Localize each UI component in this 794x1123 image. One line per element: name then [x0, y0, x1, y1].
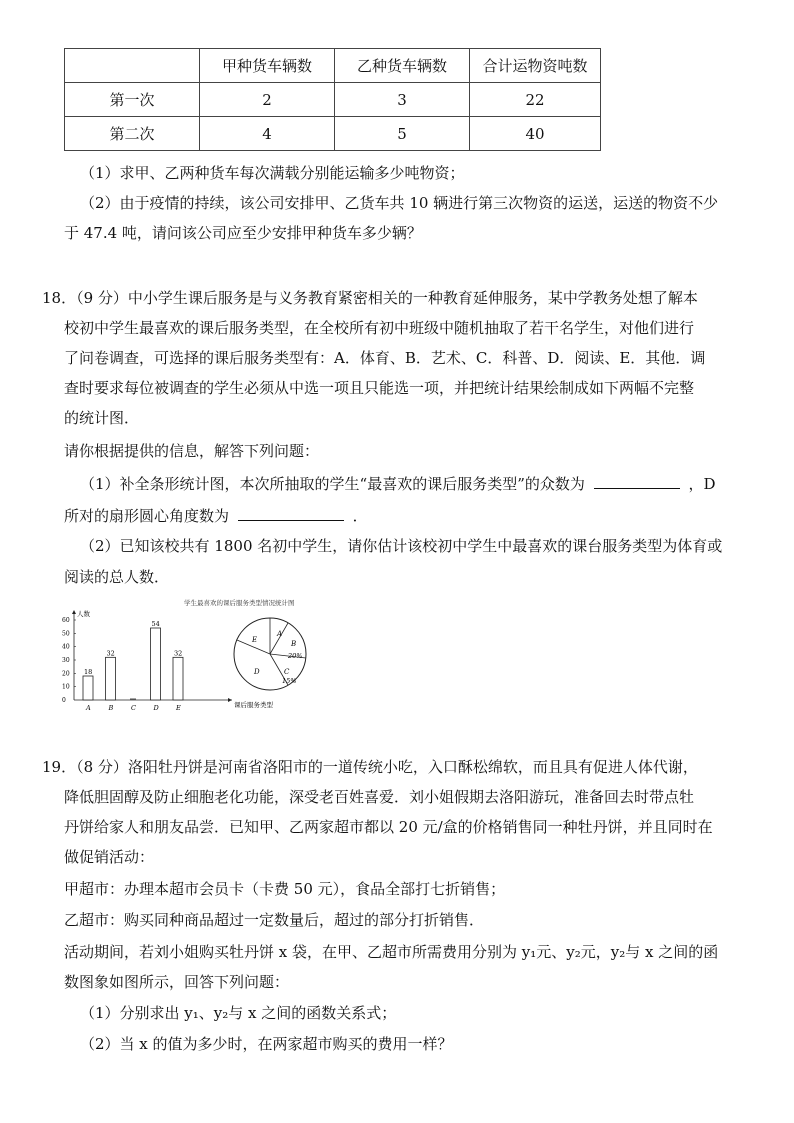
- q18-line2: 校初中学生最喜欢的课后服务类型，在全校所有初中班级中随机抽取了若干名学生，对他们进行: [64, 319, 695, 337]
- table-cell: 22: [470, 83, 601, 117]
- table-header-cell: 合计运物资吨数: [470, 49, 601, 83]
- y-tick-label: 40: [62, 643, 70, 651]
- data-label: 32: [106, 649, 115, 658]
- x-tick-label: C: [131, 704, 136, 712]
- q19-part1: （1）分别求出 y₁、y₂与 x 之间的函数关系式；: [80, 1004, 397, 1022]
- q19-line6: 乙超市：购买同种商品超过一定数量后，超过的部分打折销售．: [64, 911, 485, 929]
- table-cell: 5: [335, 117, 470, 151]
- answer-blank-angle[interactable]: [238, 504, 344, 521]
- bar-e: [173, 657, 183, 700]
- x-axis-arrow: [228, 698, 232, 702]
- table-cell: 2: [200, 83, 335, 117]
- table-header-cell: 甲种货车辆数: [200, 49, 335, 83]
- q19-line1: 19．（8 分）洛阳牡丹饼是河南省洛阳市的一道传统小吃，入口酥松绵软，而且具有促进人体代谢，: [42, 758, 698, 776]
- q17-part1: （1）求甲、乙两种货车每次满载分别能运输多少吨物资；: [80, 164, 465, 182]
- y-axis-label: 人数: [77, 610, 90, 618]
- data-label: 54: [151, 620, 160, 628]
- y-tick-label: 20: [62, 670, 70, 678]
- table-header-cell: 乙种货车辆数: [335, 49, 470, 83]
- bar-d: [151, 628, 161, 700]
- table-header-row: [65, 49, 601, 83]
- q17-part2-line1: （2）由于疫情的持续，该公司安排甲、乙货车共 10 辆进行第三次物资的运送，运送的物资不少: [80, 194, 719, 212]
- table-cell: 第二次: [65, 117, 200, 151]
- table-cell: 3: [335, 83, 470, 117]
- q18-line6: 请你根据提供的信息，解答下列问题：: [64, 442, 320, 460]
- table-cell: 40: [470, 117, 601, 151]
- pie-label-a: A: [277, 630, 283, 638]
- y-tick-label: 60: [62, 617, 70, 624]
- q19-line5: 甲超市：办理本超市会员卡（卡费 50 元），食品全部打七折销售；: [64, 880, 506, 898]
- figure-title: 学生最喜欢的课后服务类型情况统计图: [184, 599, 295, 607]
- q18-line8-tail: ．: [352, 507, 368, 525]
- pie-pct-b: 20%: [288, 652, 303, 660]
- q19-line2: 降低胆固醇及防止细胞老化功能，深受老百姓喜爱．刘小姐假期去洛阳游玩，准备回去时带点牡: [64, 788, 695, 806]
- q19-line3: 丹饼给家人和朋友品尝．已知甲、乙两家超市都以 20 元/盒的价格销售同一种牡丹饼，并且同时在: [64, 818, 713, 836]
- q18-line9: （2）已知该校共有 1800 名初中学生，请你估计该校初中学生中最喜欢的课台服务类型为体育或: [80, 537, 723, 555]
- pie-label-e: E: [252, 636, 258, 644]
- q18-line7: [80, 472, 715, 494]
- answer-blank-mode[interactable]: [594, 472, 680, 489]
- x-tick-label: B: [108, 704, 114, 712]
- q18-line7-tail: ，D: [688, 475, 716, 493]
- table-row: [65, 83, 601, 117]
- q18-line3: 了问卷调查，可选择的课后服务类型有：A．体育、B．艺术、C．科普、D．阅读、E．其他．调: [64, 349, 706, 367]
- x-tick-label: A: [86, 704, 91, 712]
- x-axis-label: 课后服务类型: [234, 701, 273, 709]
- data-label: 32: [174, 649, 183, 658]
- y-axis-arrow: [72, 610, 76, 614]
- q18-line8-text: 所对的扇形圆心角度数为: [64, 507, 230, 525]
- y-tick-label: 10: [62, 683, 70, 691]
- pie-chart: [232, 612, 312, 696]
- y-tick-label: 30: [62, 657, 70, 664]
- q18-line4: 查时要求每位被调查的学生必须从中选一项且只能选一项，并把统计结果绘制成如下两幅不完整: [64, 379, 695, 397]
- q18-line1: 18．（9 分）中小学生课后服务是与义务教育紧密相关的一种教育延伸服务，某中学教务处想了解本: [42, 289, 698, 307]
- pie-pct-c: 15%: [282, 677, 297, 685]
- table-cell: 第一次: [65, 83, 200, 117]
- pie-label-d: D: [254, 668, 260, 676]
- pie-label-b: B: [291, 640, 297, 648]
- x-tick-label: E: [176, 704, 181, 712]
- table-row: [65, 117, 601, 151]
- x-tick-label: D: [153, 704, 159, 712]
- data-label: 18: [84, 668, 93, 676]
- q19-line8: 数图象如图所示，回答下列问题：: [64, 973, 290, 991]
- q18-line5: 的统计图．: [64, 409, 140, 427]
- q17-part2-line2: 于 47.4 吨，请问该公司应至少安排甲种货车多少辆？: [64, 224, 422, 242]
- q18-line8: [64, 504, 368, 526]
- pie-label-c: C: [284, 668, 290, 676]
- q19-line7: 活动期间，若刘小姐购买牡丹饼 x 袋，在甲、乙超市所需费用分别为 y₁元、y₂元，y₂与 x 之间的函: [64, 943, 719, 961]
- table-cell: 4: [200, 117, 335, 151]
- y-tick-label: 50: [62, 630, 70, 638]
- pie-divider: [270, 623, 288, 654]
- table-header-cell: [65, 49, 200, 83]
- bar-b: [106, 657, 116, 700]
- q19-part2: （2）当 x 的值为多少时，在两家超市购买的费用一样？: [80, 1035, 453, 1053]
- q19-line4: 做促销活动：: [64, 848, 155, 866]
- q18-line10: 阅读的总人数．: [64, 568, 170, 586]
- q18-line7-text: （1）补全条形统计图，本次所抽取的学生“最喜欢的课后服务类型”的众数为: [80, 475, 585, 493]
- bar-a: [83, 676, 93, 700]
- freight-table: [64, 48, 601, 151]
- y-tick-label: 0: [62, 697, 66, 704]
